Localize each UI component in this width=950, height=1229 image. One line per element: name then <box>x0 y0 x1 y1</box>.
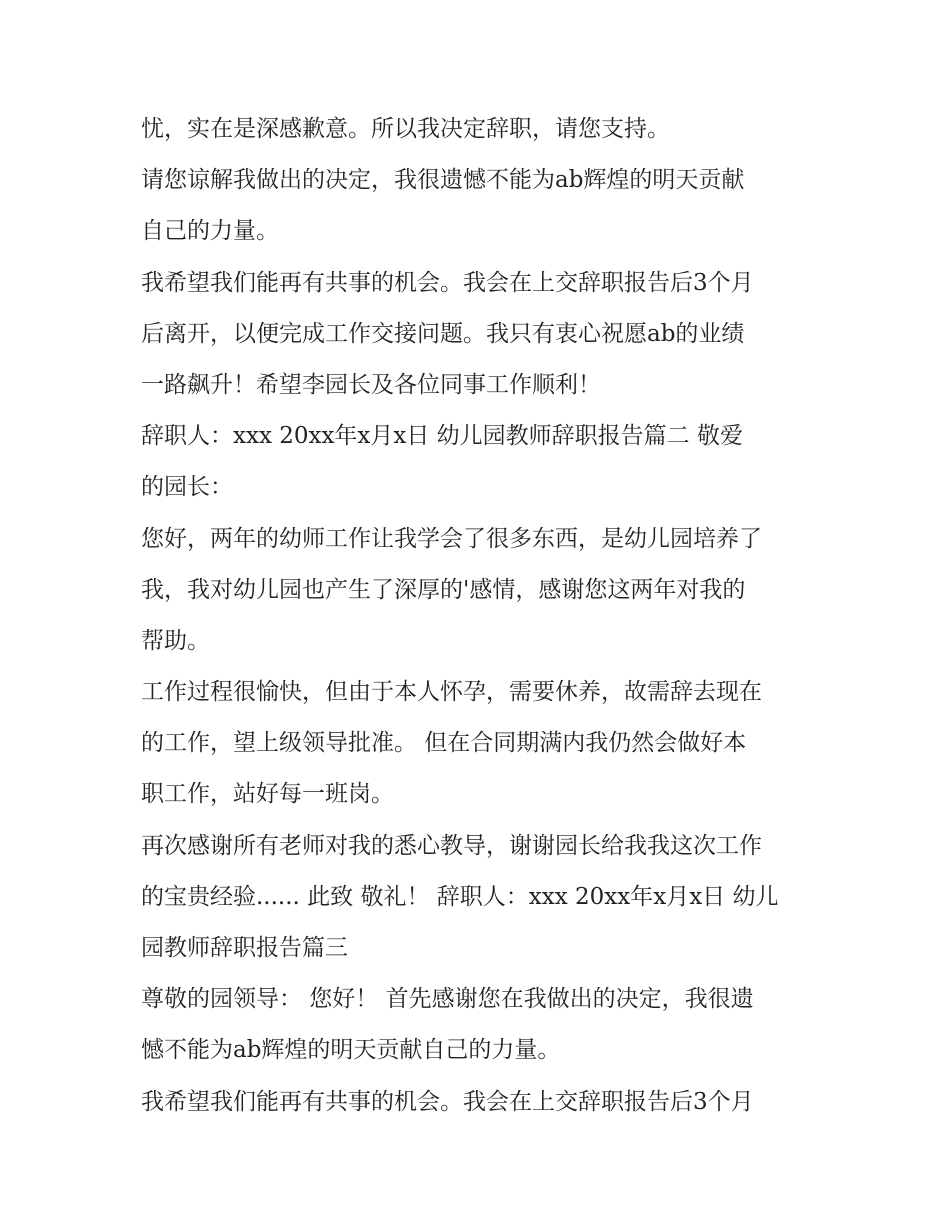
document-body <box>141 104 821 1128</box>
text-line: 我希望我们能再有共事的机会。我会在上交辞职报告后3个月 <box>141 1088 754 1115</box>
text-line: 自己的力量。 <box>141 218 279 245</box>
text-line: 一路飙升！希望李园长及各位同事工作顺利！ <box>141 371 601 398</box>
text-line: 职工作，站好每一班岗。 <box>141 781 394 808</box>
text-line: 我，我对幼儿园也产生了深厚的'感情，感谢您这两年对我的 <box>141 576 746 603</box>
text-line: 工作过程很愉快，但由于本人怀孕，需要休养，故需辞去现在 <box>141 679 762 706</box>
text-line: 的园长： <box>141 474 233 501</box>
text-line: 的工作，望上级领导批准。 但在合同期满内我仍然会做好本 <box>141 730 747 757</box>
text-line: 的宝贵经验...... 此致 敬礼！ 辞职人：xxx 20xx年x月x日 幼儿 <box>141 883 779 910</box>
text-line: 再次感谢所有老师对我的悉心教导，谢谢园长给我我这次工作 <box>141 832 762 859</box>
text-line: 忧，实在是深感歉意。所以我决定辞职，请您支持。 <box>141 116 670 142</box>
text-line: 您好，两年的幼师工作让我学会了很多东西，是幼儿园培养了 <box>141 525 762 552</box>
text-line: 尊敬的园领导： 您好！ 首先感谢您在我做出的决定，我很遗 <box>141 986 754 1013</box>
text-line: 园教师辞职报告篇三 <box>141 935 348 961</box>
text-line: 请您谅解我做出的决定，我很遗憾不能为ab辉煌的明天贡献 <box>141 167 745 194</box>
text-line: 辞职人：xxx 20xx年x月x日 幼儿园教师辞职报告篇二 敬爱 <box>141 423 743 450</box>
text-line: 后离开，以便完成工作交接问题。我只有衷心祝愿ab的业绩 <box>141 320 745 347</box>
text-line: 憾不能为ab辉煌的明天贡献自己的力量。 <box>141 1037 561 1064</box>
text-line: 帮助。 <box>141 627 210 654</box>
text-line: 我希望我们能再有共事的机会。我会在上交辞职报告后3个月 <box>141 269 754 296</box>
